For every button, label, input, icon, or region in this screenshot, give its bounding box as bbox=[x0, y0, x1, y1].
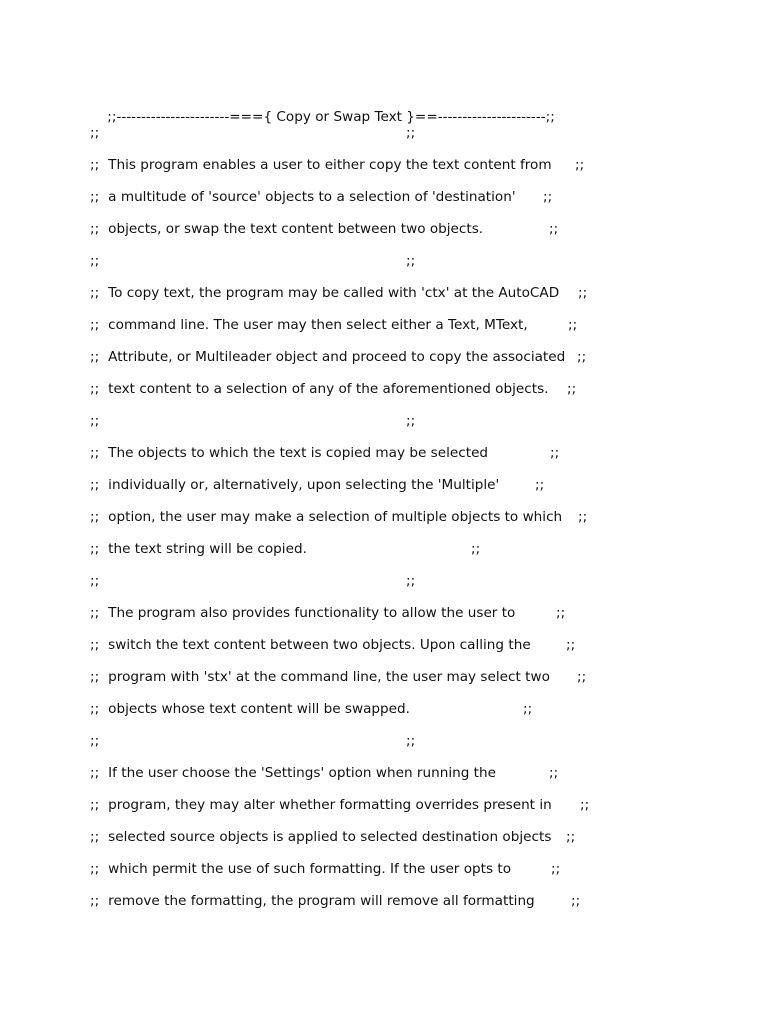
comment-prefix: ;; bbox=[90, 509, 100, 525]
comment-suffix: ;; bbox=[568, 317, 578, 333]
comment-prefix: ;; bbox=[90, 605, 100, 621]
text-line bbox=[90, 701, 410, 717]
text-line bbox=[90, 605, 515, 621]
comment-prefix: ;; bbox=[90, 477, 100, 493]
text-line bbox=[90, 861, 511, 877]
comment-suffix: ;; bbox=[406, 125, 416, 141]
comment-prefix: ;; bbox=[90, 797, 100, 813]
comment-suffix: ;; bbox=[567, 381, 577, 397]
line-text: option, the user may make a selection of multiple objects to which bbox=[108, 509, 563, 525]
comment-suffix: ;; bbox=[406, 413, 416, 429]
comment-suffix: ;; bbox=[406, 253, 416, 269]
comment-suffix: ;; bbox=[549, 221, 559, 237]
comment-prefix: ;; bbox=[90, 349, 100, 365]
comment-prefix: ;; bbox=[90, 829, 100, 845]
comment-suffix: ;; bbox=[543, 189, 553, 205]
line-text: a multitude of 'source' objects to a selection of 'destination' bbox=[108, 189, 516, 205]
line-text: which permit the use of such formatting. If the user opts to bbox=[108, 861, 512, 877]
text-line bbox=[90, 349, 565, 365]
comment-prefix: ;; bbox=[90, 893, 100, 909]
line-text: program with 'stx' at the command line, the user may select two bbox=[108, 669, 550, 685]
text-line bbox=[90, 733, 108, 749]
text-line bbox=[90, 317, 528, 333]
line-text: individually or, alternatively, upon selecting the 'Multiple' bbox=[108, 477, 500, 493]
line-text: To copy text, the program may be called with 'ctx' at the AutoCAD bbox=[108, 285, 560, 301]
text-line bbox=[90, 477, 499, 493]
comment-prefix: ;; bbox=[90, 637, 100, 653]
line-text: The objects to which the text is copied may be selected bbox=[108, 445, 489, 461]
comment-prefix: ;; bbox=[90, 381, 100, 397]
comment-prefix: ;; bbox=[90, 445, 100, 461]
line-text: The program also provides functionality to allow the user to bbox=[108, 605, 516, 621]
text-line bbox=[90, 157, 552, 173]
comment-prefix: ;; bbox=[90, 765, 100, 781]
comment-suffix: ;; bbox=[578, 509, 588, 525]
comment-prefix: ;; bbox=[90, 221, 100, 237]
comment-prefix: ;; bbox=[90, 861, 100, 877]
text-line bbox=[90, 541, 307, 557]
comment-prefix: ;; bbox=[90, 253, 100, 269]
comment-prefix: ;; bbox=[90, 285, 100, 301]
comment-prefix: ;; bbox=[90, 125, 100, 141]
line-text: objects whose text content will be swapped. bbox=[108, 701, 410, 717]
text-line bbox=[90, 637, 531, 653]
header-line bbox=[90, 93, 555, 141]
comment-prefix: ;; bbox=[90, 669, 100, 685]
comment-suffix: ;; bbox=[556, 605, 566, 621]
comment-suffix: ;; bbox=[471, 541, 481, 557]
line-text: selected source objects is applied to selected destination objects bbox=[108, 829, 552, 845]
comment-prefix: ;; bbox=[90, 189, 100, 205]
text-line bbox=[90, 253, 108, 269]
line-text: program, they may alter whether formatting overrides present in bbox=[108, 797, 552, 813]
comment-suffix: ;; bbox=[577, 349, 587, 365]
comment-suffix: ;; bbox=[549, 765, 559, 781]
line-text: Attribute, or Multileader object and proceed to copy the associated bbox=[108, 349, 566, 365]
text-line bbox=[90, 797, 552, 813]
text-line bbox=[90, 189, 516, 205]
comment-suffix: ;; bbox=[571, 893, 581, 909]
line-text: text content to a selection of any of the aforementioned objects. bbox=[108, 381, 549, 397]
header-text: ;;-----------------------==={ Copy or Swap Text }==----------------------;; bbox=[107, 109, 555, 125]
comment-suffix: ;; bbox=[580, 797, 590, 813]
comment-suffix: ;; bbox=[575, 157, 585, 173]
line-text: remove the formatting, the program will remove all formatting bbox=[108, 893, 535, 909]
line-text: command line. The user may then select either a Text, MText, bbox=[108, 317, 528, 333]
line-text: If the user choose the 'Settings' option when running the bbox=[108, 765, 496, 781]
line-text: the text string will be copied. bbox=[108, 541, 307, 557]
line-text: switch the text content between two objects. Upon calling the bbox=[108, 637, 531, 653]
comment-suffix: ;; bbox=[523, 701, 533, 717]
comment-suffix: ;; bbox=[566, 829, 576, 845]
text-line bbox=[90, 285, 559, 301]
text-line bbox=[90, 413, 108, 429]
comment-prefix: ;; bbox=[90, 157, 100, 173]
line-text: This program enables a user to either copy the text content from bbox=[108, 157, 552, 173]
comment-suffix: ;; bbox=[578, 285, 588, 301]
comment-prefix: ;; bbox=[90, 733, 100, 749]
text-line bbox=[90, 669, 550, 685]
comment-prefix: ;; bbox=[90, 701, 100, 717]
comment-suffix: ;; bbox=[566, 637, 576, 653]
text-line bbox=[90, 381, 548, 397]
line-text: objects, or swap the text content between two objects. bbox=[108, 221, 484, 237]
comment-prefix: ;; bbox=[90, 573, 100, 589]
text-line bbox=[90, 445, 488, 461]
text-line bbox=[90, 221, 483, 237]
comment-suffix: ;; bbox=[406, 733, 416, 749]
text-line bbox=[90, 829, 551, 845]
text-line bbox=[90, 573, 108, 589]
text-line bbox=[90, 765, 496, 781]
comment-prefix: ;; bbox=[90, 541, 100, 557]
comment-suffix: ;; bbox=[577, 669, 587, 685]
comment-suffix: ;; bbox=[551, 861, 561, 877]
text-line bbox=[90, 509, 562, 525]
comment-suffix: ;; bbox=[406, 573, 416, 589]
text-line bbox=[90, 893, 535, 909]
text-line bbox=[90, 125, 108, 141]
comment-prefix: ;; bbox=[90, 317, 100, 333]
comment-suffix: ;; bbox=[550, 445, 560, 461]
comment-prefix: ;; bbox=[90, 413, 100, 429]
comment-suffix: ;; bbox=[535, 477, 545, 493]
